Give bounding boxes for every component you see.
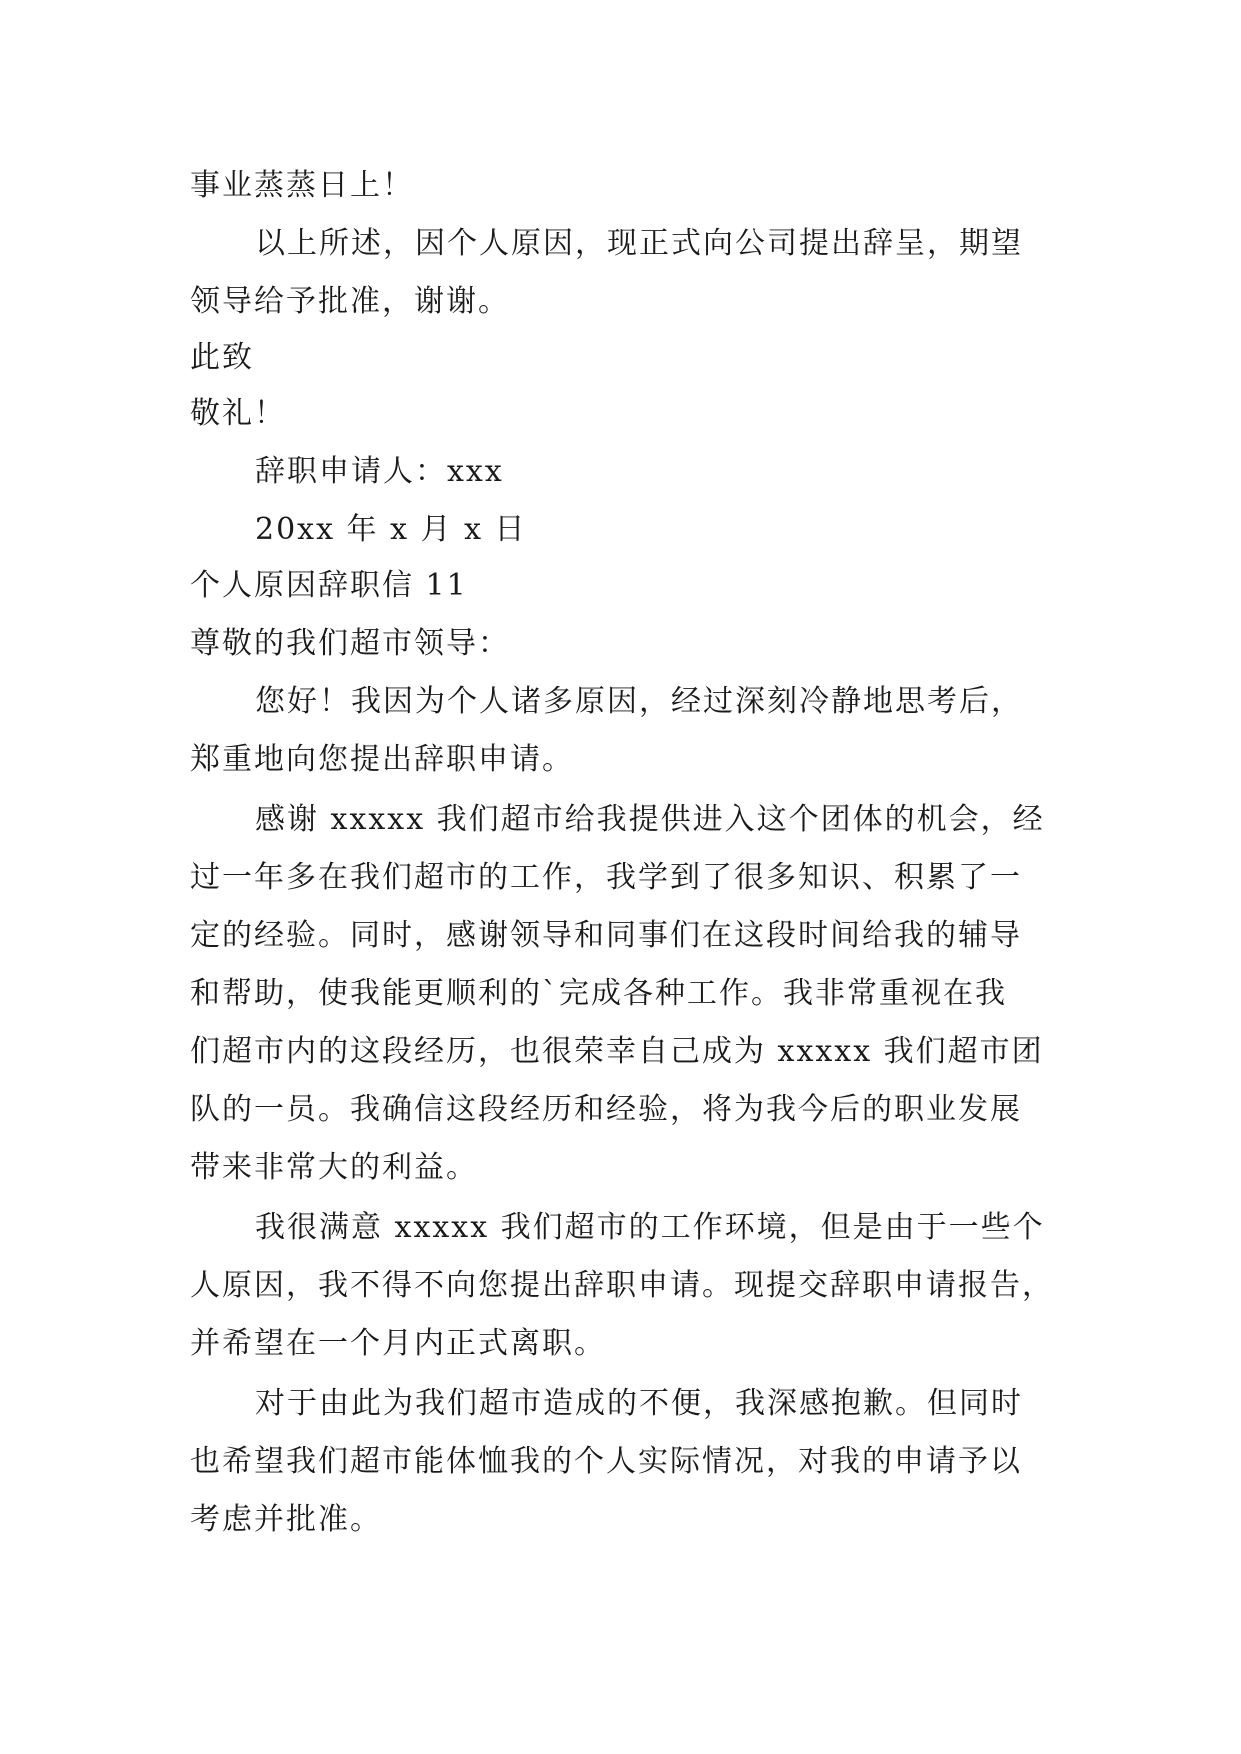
- section-title: 个人原因辞职信 11: [190, 568, 468, 603]
- text-line: 定的经验。同时，感谢领导和同事们在这段时间给我的辅导: [190, 918, 1022, 953]
- text-line: 并希望在一个月内正式离职。: [190, 1326, 606, 1361]
- text-line: 也希望我们超市能体恤我的个人实际情况，对我的申请予以: [190, 1444, 1022, 1479]
- paragraph-line: 我很满意 xxxxx 我们超市的工作环境，但是由于一些个: [255, 1210, 1045, 1245]
- text-line: 人原因，我不得不向您提出辞职申请。现提交辞职申请报告，: [190, 1268, 1054, 1303]
- paragraph-line: 以上所述，因个人原因，现正式向公司提出辞呈，期望: [255, 226, 1023, 261]
- text-line: 们超市内的这段经历，也很荣幸自己成为 xxxxx 我们超市团: [190, 1034, 1044, 1069]
- closing-line: 此致: [190, 340, 254, 375]
- text-line: 带来非常大的利益。: [190, 1150, 478, 1185]
- text-line: 和帮助，使我能更顺利的`完成各种工作。我非常重视在我: [190, 976, 1007, 1011]
- text-line: 考虑并批准。: [190, 1502, 382, 1537]
- paragraph-line: 感谢 xxxxx 我们超市给我提供进入这个团体的机会，经: [255, 802, 1045, 837]
- text-line: 郑重地向您提出辞职申请。: [190, 742, 574, 777]
- salutation: 尊敬的我们超市领导：: [190, 626, 510, 661]
- signature-date: 20xx 年 x 月 x 日: [255, 512, 527, 547]
- paragraph-line: 您好！我因为个人诸多原因，经过深刻冷静地思考后，: [255, 684, 1023, 719]
- closing-salute: 敬礼！: [190, 396, 286, 431]
- signature-name: 辞职申请人：xxx: [255, 454, 504, 489]
- text-line: 事业蒸蒸日上！: [190, 168, 414, 203]
- text-line: 领导给予批准，谢谢。: [190, 284, 510, 319]
- text-line: 过一年多在我们超市的工作，我学到了很多知识、积累了一: [190, 860, 1022, 895]
- text-line: 队的一员。我确信这段经历和经验，将为我今后的职业发展: [190, 1092, 1022, 1127]
- paragraph-line: 对于由此为我们超市造成的不便，我深感抱歉。但同时: [255, 1386, 1023, 1421]
